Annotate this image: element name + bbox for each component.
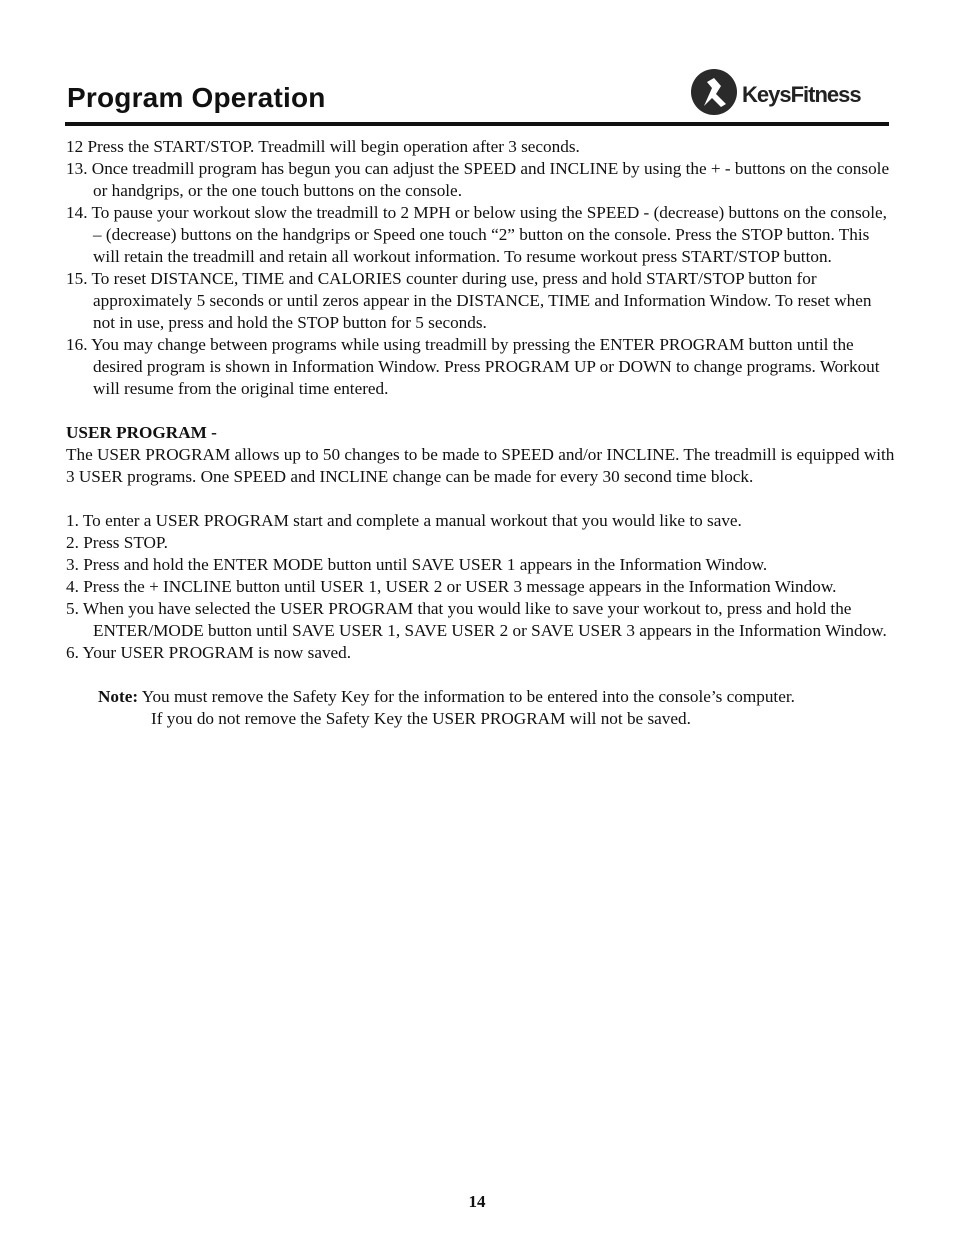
user-step-2: 2. Press STOP. [66,533,168,552]
keys-runner-logo-icon [690,66,738,118]
user-step-5: 5. When you have selected the USER PROGRAM that you would like to save your workout to, press and hold the ENTER/MODE button until SAVE USER 1, SAVE USER 2 or SAVE USER 3 appears in the Information Window. [66,599,887,640]
user-program-intro: The USER PROGRAM allows up to 50 changes to be made to SPEED and/or INCLINE. The treadmill is equipped with 3 USER programs. One SPEED and INCLINE change can be made for every 30 second time block. [66,445,895,486]
note-line-1: You must remove the Safety Key for the information to be entered into the console’s computer. [141,687,795,706]
user-step-3: 3. Press and hold the ENTER MODE button until SAVE USER 1 appears in the Information Window. [66,555,768,574]
page-body [66,136,896,730]
step-15: 15. To reset DISTANCE, TIME and CALORIES counter during use, press and hold START/STOP button for approximately 5 seconds or until zeros appear in the DISTANCE, TIME and Information Window. To reset when not in use, press and hold the STOP button for 5 seconds. [66,269,872,332]
page-title: Program Operation [67,82,326,113]
user-program-heading: USER PROGRAM - [66,423,217,442]
header-divider [65,122,889,126]
note-label: Note: [98,687,139,706]
keys-fitness-logo [690,66,890,118]
user-step-4: 4. Press the + INCLINE button until USER 1, USER 2 or USER 3 message appears in the Information Window. [66,577,837,596]
logo-wordmark: KeysFitness [742,82,861,107]
note [98,686,896,708]
step-13: 13. Once treadmill program has begun you can adjust the SPEED and INCLINE by using the + - buttons on the console or handgrips, or the one touch buttons on the console. [66,159,890,200]
note-line-2: If you do not remove the Safety Key the USER PROGRAM will not be saved. [151,709,691,728]
step-12: 12 Press the START/STOP. Treadmill will begin operation after 3 seconds. [66,137,580,156]
user-step-1: 1. To enter a USER PROGRAM start and complete a manual workout that you would like to save. [66,511,742,530]
step-14: 14. To pause your workout slow the treadmill to 2 MPH or below using the SPEED - (decrease) buttons on the console, – (decrease) buttons on the handgrips or Speed one touch “2” button on the console. Press the STOP button. This will retain the treadmill and retain all workout information. To resume workout press START/STOP button. [66,203,887,266]
page-number: 14 [468,1192,486,1211]
user-step-6: 6. Your USER PROGRAM is now saved. [66,643,352,662]
step-16: 16. You may change between programs while using treadmill by pressing the ENTER PROGRAM button until the desired program is shown in Information Window. Press PROGRAM UP or DOWN to change programs. Workout will resume from the original time entered. [66,335,880,398]
